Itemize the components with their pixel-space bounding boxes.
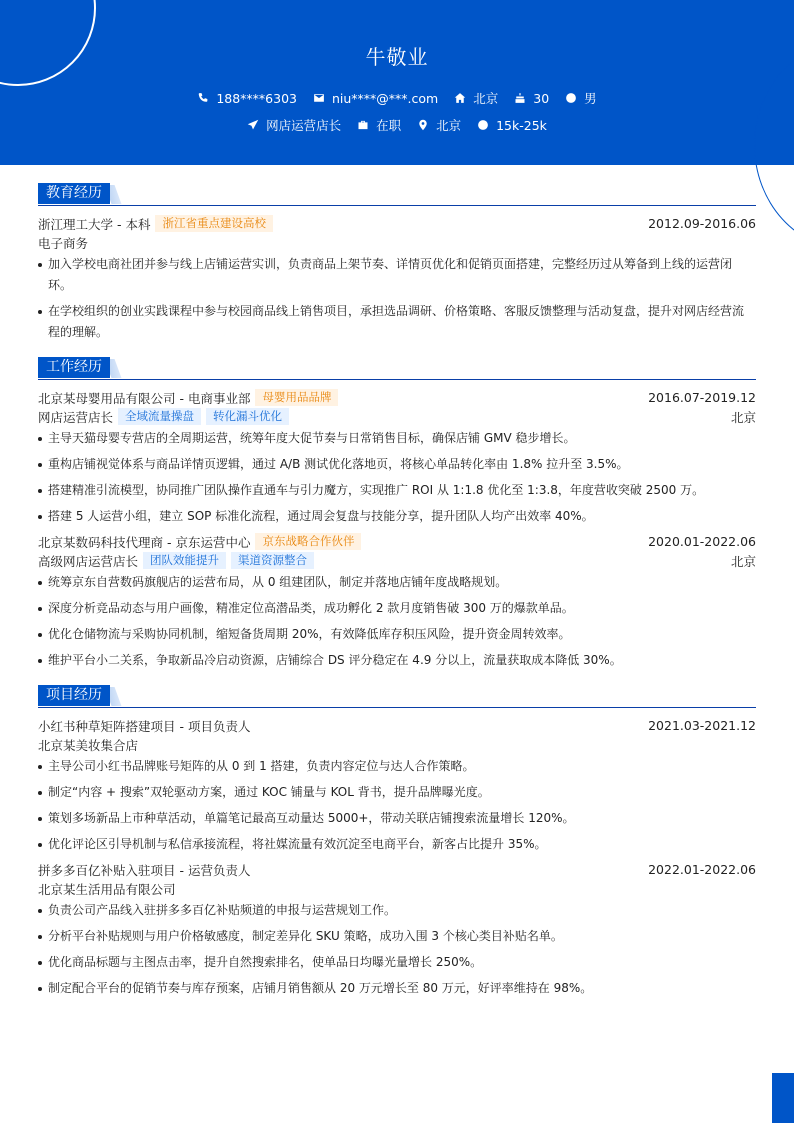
- company-tag: 母婴用品品牌: [255, 389, 338, 406]
- work-entry: [38, 532, 756, 671]
- gender-item: [565, 89, 597, 107]
- section-title: 工作经历: [38, 357, 110, 378]
- phone-item: [197, 89, 297, 107]
- company-name: 北京某母婴用品有限公司 - 电商事业部: [38, 390, 251, 406]
- list-item: 策划多场新品上市种草活动，单篇笔记最高互动量达 5000+，带动关联店铺搜索流量增长 120%。: [38, 808, 756, 829]
- hometown-item: [454, 89, 498, 107]
- bullet-list: [38, 428, 756, 527]
- briefcase-icon: [357, 119, 369, 131]
- list-item: 统筹京东自营数码旗舰店的运营布局，从 0 组建团队，制定并落地店铺年度战略规划。: [38, 572, 756, 593]
- section-header: [38, 357, 756, 380]
- age-text: 30: [533, 90, 550, 106]
- company-name: 北京某数码科技代理商 - 京东运营中心: [38, 534, 251, 550]
- major: 电子商务: [38, 235, 89, 251]
- job-location: 北京: [730, 409, 756, 425]
- date-range: 2021.03-2021.12: [648, 718, 756, 733]
- section-title: 项目经历: [38, 685, 110, 706]
- school-tag: 浙江省重点建设高校: [155, 215, 273, 232]
- role-tag: 团队效能提升: [143, 552, 226, 569]
- list-item: 深度分析竞品动态与用户画像，精准定位高潜品类，成功孵化 2 款月度销售破 300 万的爆款单品。: [38, 598, 756, 619]
- phone-text: 188****6303: [216, 90, 297, 106]
- resume-body: [38, 183, 756, 1013]
- list-item: 优化商品标题与主图点击率，提升自然搜索排名，使单品日均曝光量增长 250%。: [38, 952, 756, 973]
- status-text: 在职: [376, 118, 402, 133]
- role-tag: 全域流量操盘: [118, 408, 201, 425]
- list-item: 主导天猫母婴专营店的全周期运营，统筹年度大促节奏与日常销售目标，确保店铺 GMV 稳步增长。: [38, 428, 756, 449]
- list-item: 制定配合平台的促销节奏与库存预案，店铺月销售额从 20 万元增长至 80 万元，好评率维持在 98%。: [38, 978, 756, 999]
- list-item: 分析平台补贴规则与用户价格敏感度，制定差异化 SKU 策略，成功入围 3 个核心类目补贴名单。: [38, 926, 756, 947]
- position-item: [247, 116, 341, 134]
- gender-icon: [565, 92, 577, 104]
- position-text: 网店运营店长: [266, 118, 342, 133]
- job-location: 北京: [730, 553, 756, 569]
- school-name: 浙江理工大学 - 本科: [38, 216, 151, 232]
- section-title: 教育经历: [38, 183, 110, 204]
- project-org: 北京某美妆集合店: [38, 737, 139, 753]
- list-item: 搭建 5 人运营小组，建立 SOP 标准化流程，通过周会复盘与技能分享，提升团队人均产出效率 40%。: [38, 506, 756, 527]
- money-icon: [477, 119, 489, 131]
- project-entry: [38, 716, 756, 855]
- resume-header: [0, 0, 794, 165]
- section-header: [38, 685, 756, 708]
- phone-icon: [197, 92, 209, 104]
- education-entry: [38, 214, 756, 343]
- work-entry: [38, 388, 756, 527]
- role-tag: 渠道资源整合: [231, 552, 314, 569]
- list-item: 在学校组织的创业实践课程中参与校园商品线上销售项目，承担选品调研、价格策略、客服反馈整理与活动复盘，提升对网店经营流程的理解。: [38, 301, 756, 343]
- bullet-list: [38, 900, 756, 999]
- list-item: 主导公司小红书品牌账号矩阵的从 0 到 1 搭建，负责内容定位与达人合作策略。: [38, 756, 756, 777]
- date-range: 2012.09-2016.06: [648, 216, 756, 231]
- section-header: [38, 183, 756, 206]
- company-tag: 京东战略合作伙伴: [255, 533, 361, 550]
- contact-row: [0, 89, 794, 107]
- home-icon: [454, 92, 466, 104]
- list-item: 加入学校电商社团并参与线上店铺运营实训，负责商品上架节奏、详情页优化和促销页面搭建，完整经历过从筹备到上线的运营闭环。: [38, 254, 756, 296]
- bullet-list: [38, 756, 756, 855]
- project-org: 北京某生活用品有限公司: [38, 881, 176, 897]
- bullet-list: [38, 572, 756, 671]
- list-item: 重构店铺视觉体系与商品详情页逻辑，通过 A/B 测试优化落地页，将核心单品转化率由 1.8% 拉升至 3.5%。: [38, 454, 756, 475]
- list-item: 维护平台小二关系，争取新品冷启动资源，店铺综合 DS 评分稳定在 4.9 分以上，流量获取成本降低 30%。: [38, 650, 756, 671]
- hometown-text: 北京: [473, 91, 499, 106]
- location-pin-icon: [417, 119, 429, 131]
- candidate-name: 牛敬业: [365, 45, 429, 69]
- project-section: [38, 685, 756, 999]
- decorative-corner-block: [772, 1073, 794, 1123]
- project-entry: [38, 860, 756, 999]
- salary-text: 15k-25k: [496, 117, 547, 133]
- email-item: [313, 89, 438, 107]
- city-text: 北京: [436, 118, 462, 133]
- role-tag: 转化漏斗优化: [206, 408, 289, 425]
- job-intent-row: [0, 116, 794, 134]
- bullet-list: [38, 254, 756, 343]
- work-section: [38, 357, 756, 671]
- list-item: 优化仓储物流与采购协同机制，缩短备货周期 20%，有效降低库存积压风险，提升资金周转效率。: [38, 624, 756, 645]
- gender-text: 男: [584, 91, 597, 106]
- list-item: 制定“内容 + 搜索”双轮驱动方案，通过 KOC 铺量与 KOL 背书，提升品牌曝光度。: [38, 782, 756, 803]
- age-item: [514, 89, 549, 107]
- send-icon: [247, 119, 259, 131]
- job-role: 网店运营店长: [38, 409, 114, 425]
- cake-icon: [514, 92, 526, 104]
- date-range: 2016.07-2019.12: [648, 390, 756, 405]
- list-item: 负责公司产品线入驻拼多多百亿补贴频道的申报与运营规划工作。: [38, 900, 756, 921]
- project-name: 小红书种草矩阵搭建项目 - 项目负责人: [38, 718, 251, 734]
- salary-item: [477, 116, 547, 134]
- job-role: 高级网店运营店长: [38, 553, 139, 569]
- date-range: 2020.01-2022.06: [648, 534, 756, 549]
- list-item: 优化评论区引导机制与私信承接流程，将社媒流量有效沉淀至电商平台，新客占比提升 35%。: [38, 834, 756, 855]
- email-text: niu****@***.com: [331, 90, 439, 106]
- list-item: 搭建精准引流模型，协同推广团队操作直通车与引力魔方，实现推广 ROI 从 1:1.8 优化至 1:3.8，年度营收突破 2500 万。: [38, 480, 756, 501]
- city-item: [417, 116, 461, 134]
- status-item: [357, 116, 401, 134]
- date-range: 2022.01-2022.06: [648, 862, 756, 877]
- project-name: 拼多多百亿补贴入驻项目 - 运营负责人: [38, 862, 251, 878]
- mail-icon: [313, 92, 325, 104]
- education-section: [38, 183, 756, 343]
